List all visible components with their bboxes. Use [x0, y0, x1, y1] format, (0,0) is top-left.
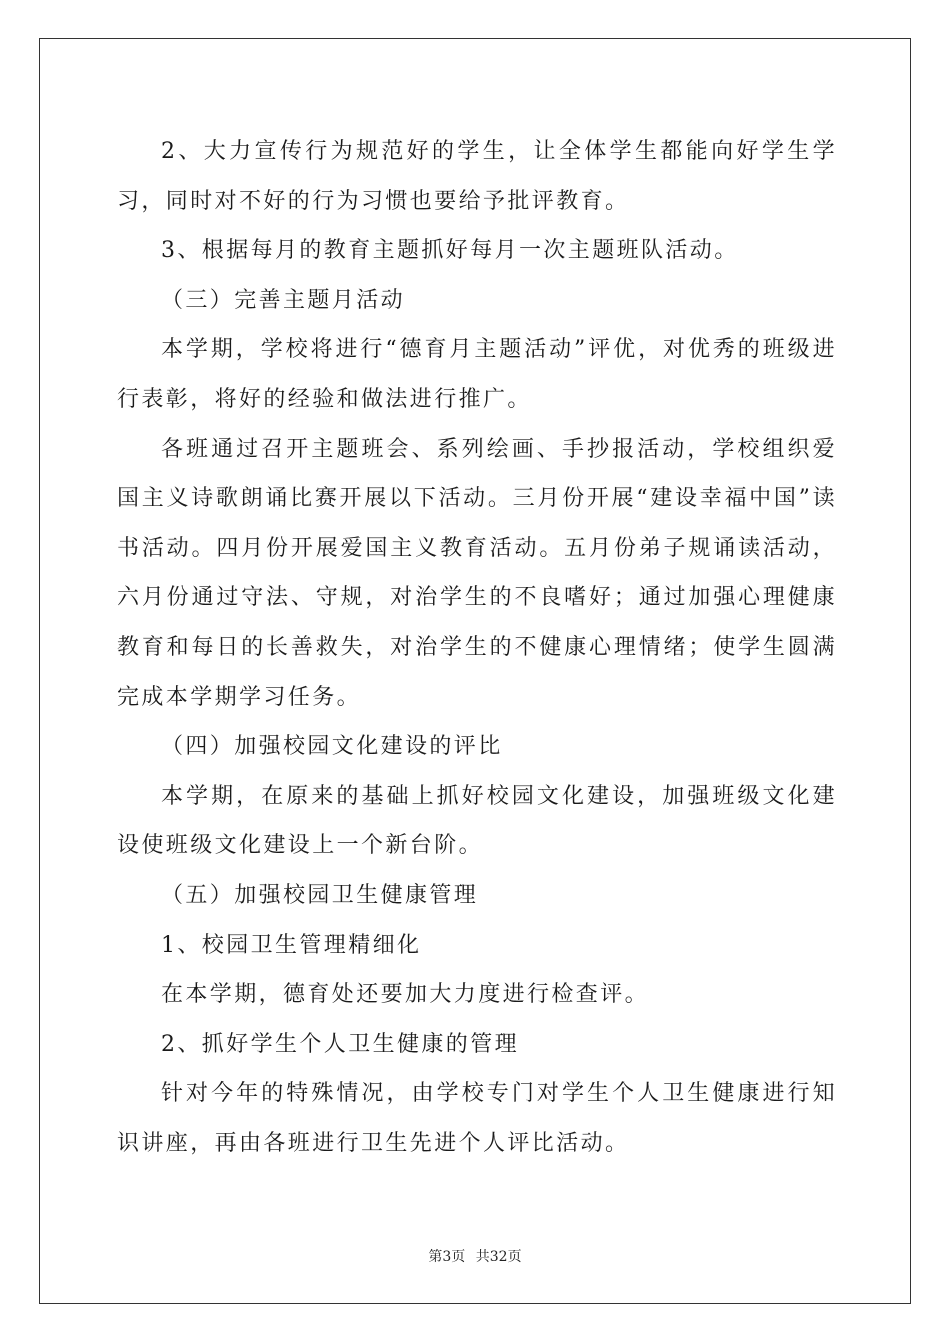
- subheading-2: 2、抓好学生个人卫生健康的管理: [161, 1031, 519, 1057]
- paragraph-12: 针对今年的特殊情况，由学校专门对学生个人卫生健康进行知识讲座，再由各班进行卫生先进个人评比活动。: [117, 1081, 837, 1156]
- section-heading-5: （五）加强校园卫生健康管理: [161, 882, 479, 908]
- page-total: 共32页: [475, 1249, 522, 1265]
- paragraph-2: 3、根据每月的教育主题抓好每月一次主题班队活动。: [161, 238, 739, 264]
- paragraph-4: 本学期，学校将进行“德育月主题活动”评优，对优秀的班级进行表彰，将好的经验和做法进行推广。: [117, 337, 837, 412]
- paragraph-1: 2、大力宣传行为规范好的学生，让全体学生都能向好学生学习，同时对不好的行为习惯也要给予批评教育。: [117, 139, 837, 214]
- subheading-1: 1、校园卫生管理精细化: [161, 932, 422, 958]
- section-heading-3: （三）完善主题月活动: [161, 287, 406, 313]
- page-footer: [0, 1246, 950, 1266]
- section-heading-4: （四）加强校园文化建设的评比: [161, 734, 503, 760]
- paragraph-7: 本学期，在原来的基础上抓好校园文化建设，加强班级文化建设使班级文化建设上一个新台阶。: [117, 783, 837, 859]
- paragraph-5: 各班通过召开主题班会、系列绘画、手抄报活动，学校组织爱国主义诗歌朗诵比赛开展以下活动。三月份开展“建设幸福中国”读书活动。四月份开展爱国主义教育活动。五月份弟子规诵读活动，六月份通过守法、守规，对治学生的不良嗜好；通过加强心理健康教育和每日的长善救失，对治学生的不健康心理情绪；使学生圆满完成本学期学习任务。: [117, 436, 837, 710]
- page-number: 第3页: [428, 1249, 466, 1265]
- document-body: [117, 127, 837, 1168]
- paragraph-10: 在本学期，德育处还要加大力度进行检查评。: [161, 982, 650, 1008]
